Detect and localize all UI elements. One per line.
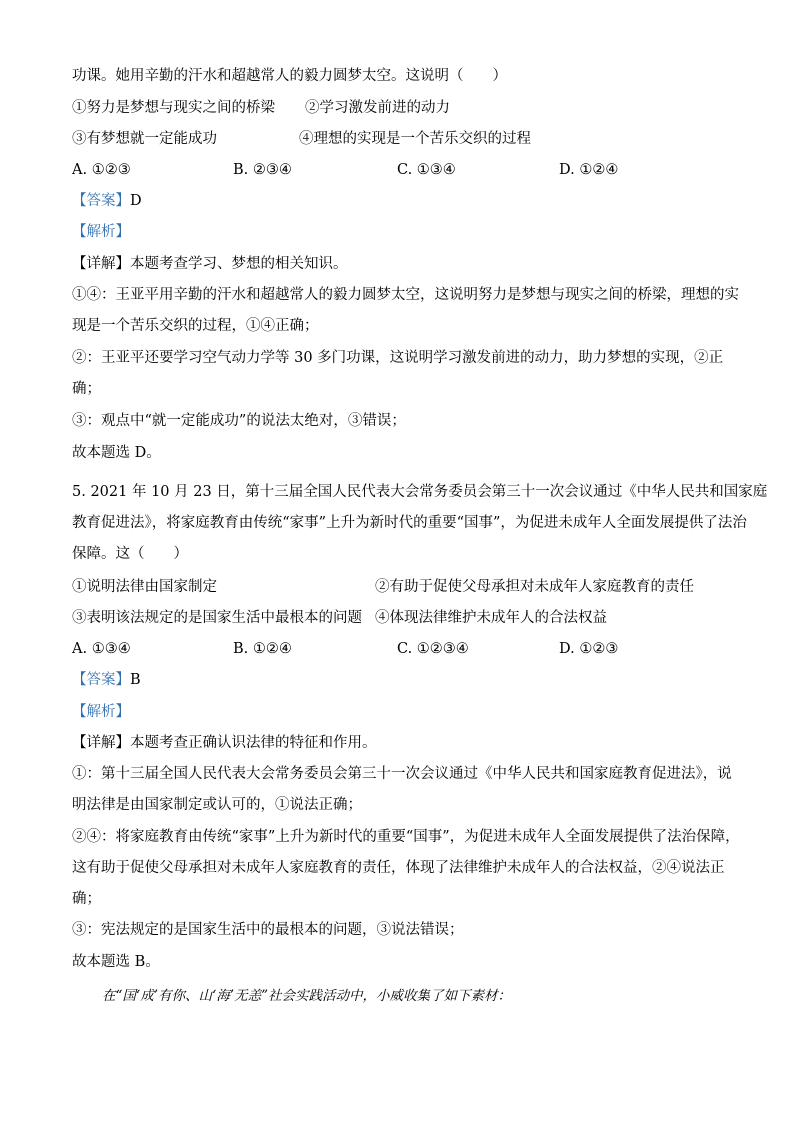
q5-detail-line-4: 这有助于促使父母承担对未成年人家庭教育的责任，体现了法律维护未成年人的合法权益，②④说法正 — [72, 860, 725, 876]
q4-analysis-tag: 【解析】 — [72, 224, 130, 240]
q5-detail-line-2: 明法律是由国家制定或认可的，①说法正确； — [72, 797, 362, 813]
q4-answer-tag: 【答案】 — [72, 193, 130, 209]
q5-conclusion: 故本题选 B。 — [72, 954, 160, 970]
q5-option-2: ②有助于促使父母承担对未成年人家庭教育的责任 — [375, 579, 694, 595]
q5-detail-line-6: ③：宪法规定的是国家生活中的最根本的问题，③说法错误； — [72, 922, 464, 938]
q5-analysis-tag: 【解析】 — [72, 704, 130, 720]
q5-choice-a: A. ①③④ — [72, 641, 131, 657]
q5-answer-value: B — [130, 672, 141, 688]
q4-option-4: ④理想的实现是一个苦乐交织的过程 — [299, 131, 531, 147]
q4-choice-c: C. ①③④ — [397, 162, 456, 178]
q5-option-1: ①说明法律由国家制定 — [72, 579, 217, 595]
q4-answer-value: D — [130, 193, 142, 209]
q4-conclusion: 故本题选 D。 — [72, 445, 161, 461]
q5-answer-tag: 【答案】 — [72, 672, 130, 688]
q5-stem-line-2: 教育促进法》，将家庭教育由传统“家事”上升为新时代的重要“国事”，为促进未成年人全面发展提供了法治 — [72, 515, 747, 531]
q4-detail-line-1: ①④：王亚平用辛勤的汗水和超越常人的毅力圆梦太空，这说明努力是梦想与现实之间的桥梁，理想的实 — [72, 287, 739, 303]
q5-answer — [72, 670, 724, 690]
q4-option-3: ③有梦想就一定能成功 — [72, 131, 217, 147]
q4-detail-tag: 【详解】 — [72, 256, 130, 272]
q4-detail-line-3: ②：王亚平还要学习空气动力学等 30 多门功课，这说明学习激发前进的动力，助力梦想的实现，②正 — [72, 350, 724, 366]
q5-stem-line-3: 保障。这（ ） — [72, 546, 188, 562]
q4-detail-intro-text: 本题考查学习、梦想的相关知识。 — [130, 256, 348, 272]
q5-choice-c: C. ①②③④ — [397, 641, 469, 657]
q5-detail-intro — [72, 733, 724, 753]
q5-detail-line-3: ②④：将家庭教育由传统“家事”上升为新时代的重要“国事”，为促进未成年人全面发展提供了法治保障， — [72, 829, 740, 845]
q4-stem-tail: 功课。她用辛勤的汗水和超越常人的毅力圆梦太空。这说明（ ） — [72, 68, 507, 84]
q5-option-4: ④体现法律维护未成年人的合法权益 — [375, 610, 607, 626]
q5-stem-line-1: 5. 2021 年 10 月 23 日，第十三届全国人民代表大会常务委员会第三十一次会议通过《中华人民共和国家庭 — [72, 484, 768, 500]
q5-detail-line-1: ①：第十三届全国人民代表大会常务委员会第三十一次会议通过《中华人民共和国家庭教育促进法》，说 — [72, 766, 732, 782]
q5-option-3: ③表明该法规定的是国家生活中最根本的问题 — [72, 610, 362, 626]
q4-detail-intro — [72, 254, 724, 274]
q4-choice-a: A. ①②③ — [72, 162, 131, 178]
q5-detail-intro-text: 本题考查正确认识法律的特征和作用。 — [130, 735, 377, 751]
q5-choice-b: B. ①②④ — [233, 641, 292, 657]
q4-detail-line-5: ③：观点中“就一定能成功”的说法太绝对，③错误； — [72, 413, 406, 429]
q4-option-1: ①努力是梦想与现实之间的桥梁 — [72, 100, 275, 116]
material-intro: 在“国‘成’有你、山‘海’无恙”社会实践活动中，小威收集了如下素材： — [102, 988, 511, 1004]
q4-analysis-heading — [72, 222, 724, 242]
q5-detail-line-5: 确； — [72, 891, 101, 907]
q5-detail-tag: 【详解】 — [72, 735, 130, 751]
q4-answer — [72, 191, 724, 211]
q4-choice-b: B. ②③④ — [233, 162, 292, 178]
q4-choice-d: D. ①②④ — [559, 162, 619, 178]
q5-analysis-heading — [72, 702, 724, 722]
q4-detail-line-2: 现是一个苦乐交织的过程，①④正确； — [72, 318, 319, 334]
q5-choice-d: D. ①②③ — [559, 641, 619, 657]
q4-option-2: ②学习激发前进的动力 — [305, 100, 450, 116]
q4-detail-line-4: 确； — [72, 381, 101, 397]
